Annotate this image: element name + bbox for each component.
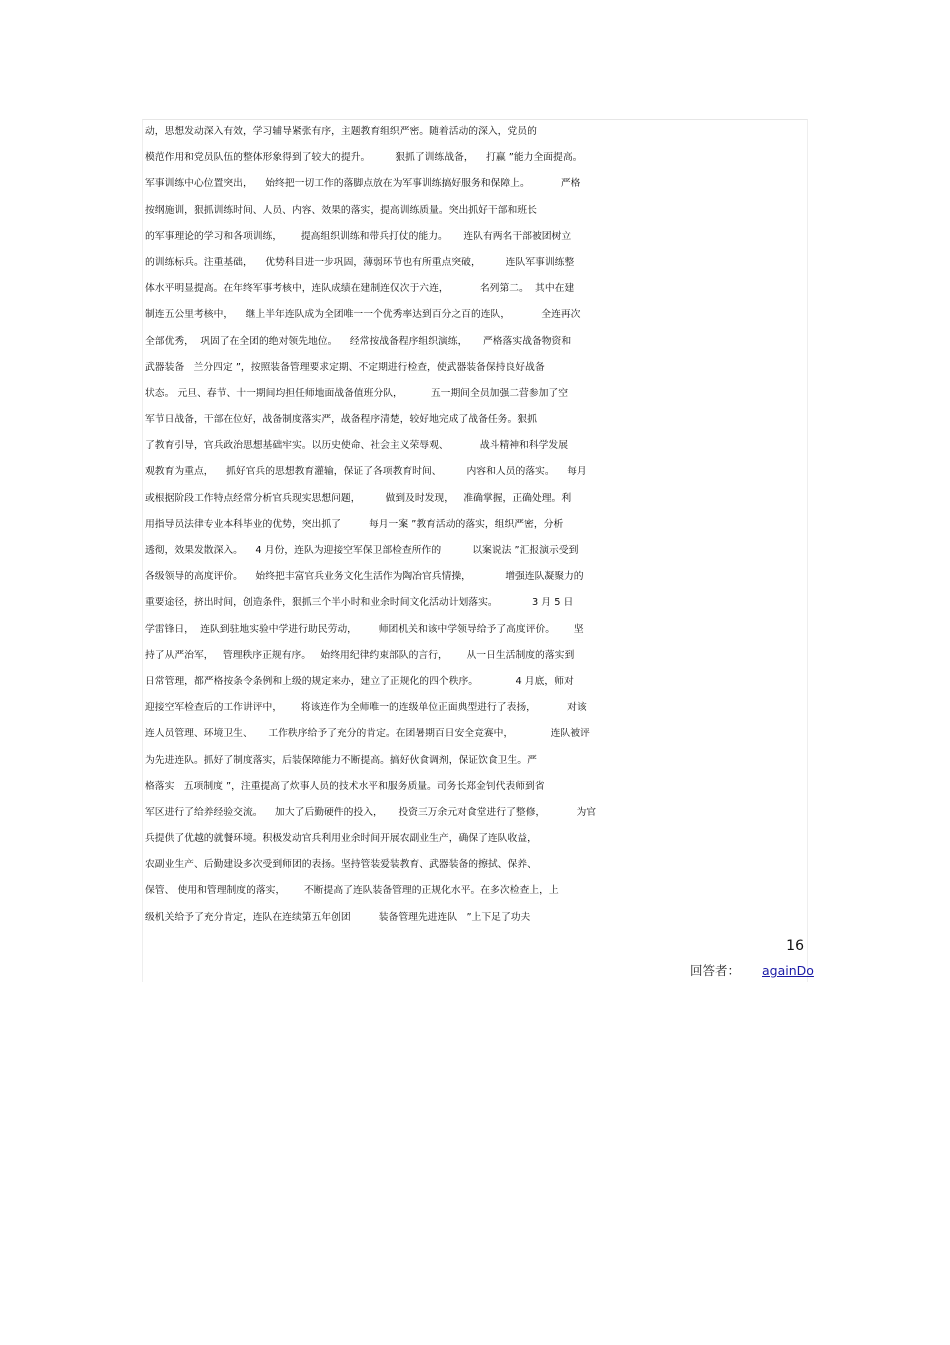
text-line: 用指导员法律专业本科毕业的优势，突出抓了 每月一案 ”教育活动的落实，组织严密，分析: [145, 518, 564, 530]
text-line: 迎接空军检查后的工作讲评中， 将该连作为全师唯一的连级单位正面典型进行了表扬， 对该: [145, 702, 587, 714]
text-line: 全部优秀， 巩固了在全团的绝对领先地位。 经常按战备程序组织演练， 严格落实战备物资和: [145, 335, 572, 347]
text-line: 重要途径，挤出时间，创造条件，狠抓三个半小时和业余时间文化活动计划落实。 3 月 5 日: [145, 597, 574, 609]
text-line: 动，思想发动深入有效，学习辅导紧张有序，主题教育组织严密。随着活动的深入，党员的: [145, 126, 537, 137]
text-line: 日常管理，都严格按条令条例和上级的规定来办，建立了正规化的四个秩序。 4 月底，师对: [145, 675, 574, 687]
text-line: 持了从严治军， 管理秩序正规有序。 始终用纪律约束部队的言行， 从一日生活制度的落实到: [145, 649, 575, 661]
text-line: 的军事理论的学习和各项训练， 提高组织训练和带兵打仗的能力。 连队有两名干部被团树立: [145, 230, 572, 242]
text-line: 武器装备 兰分四定 ”，按照装备管理要求定期、不定期进行检查，使武器装备保持良好战备: [145, 361, 545, 373]
text-line: 军节日战备，干部在位好，战备制度落实严，战备程序清楚，较好地完成了战备任务。狠抓: [145, 414, 537, 426]
text-line: 军事训练中心位置突出， 始终把一切工作的落脚点放在为军事训练搞好服务和保障上。 严格: [145, 178, 581, 190]
text-line: 透彻，效果发散深入。 4 月份，连队为迎接空军保卫部检查所作的 以案说法 ”汇报演示受到: [145, 545, 579, 556]
answerer-link[interactable]: againDo: [762, 963, 814, 978]
text-line: 体水平明显提高。在年终军事考核中，连队成绩在建制连仅次于六连， 名列第二。 其中在建: [145, 283, 575, 295]
text-line: 农副业生产、后勤建设多次受到师团的表扬。坚持管装爱装教育、武器装备的擦拭、保养、: [145, 859, 537, 871]
text-line: 按纲施训，狠抓训练时间、人员、内容、效果的落实，提高训练质量。突出抓好干部和班长: [145, 204, 537, 216]
text-line: 或根据阶段工作特点经常分析官兵现实思想问题， 做到及时发现， 准确掌握，正确处理。利: [145, 492, 572, 504]
text-line: 连人员管理、环境卫生、 工作秩序给予了充分的肯定。在团暑期百日安全竞赛中， 连队被评: [145, 728, 590, 740]
document-body: [145, 119, 810, 931]
text-line: 状态。 元旦、春节、十一期间均担任师地面战备值班分队， 五一期间全员加强二营参加了空: [145, 387, 569, 399]
answerer-label: 回答者：: [690, 963, 741, 978]
text-line: 为先进连队。抓好了制度落实，后装保障能力不断提高。搞好伙食调剂，保证饮食卫生。严: [145, 754, 537, 766]
text-line: 军区进行了给养经验交流。 加大了后勤硬件的投入， 投资三万余元对食堂进行了整修， 为官: [145, 806, 597, 818]
text-line: 观教育为重点， 抓好官兵的思想教育灌输，保证了各项教育时间、 内容和人员的落实。 每月: [145, 466, 587, 478]
text-line: 保管、 使用和管理制度的落实， 不断提高了连队装备管理的正规化水平。在多次检查上，上: [145, 885, 559, 897]
text-line: 制连五公里考核中， 继上半年连队成为全团唯一一个优秀率达到百分之百的连队， 全连再次: [145, 309, 581, 321]
page-number: 16: [786, 938, 804, 954]
text-line: 兵提供了优越的就餐环境。积极发动官兵利用业余时间开展农副业生产，确保了连队收益，: [145, 833, 537, 845]
answerer-line: [690, 961, 814, 979]
text-line: 学雷锋日， 连队到驻地实验中学进行助民劳动， 师团机关和该中学领导给予了高度评价。 坚: [145, 623, 584, 635]
text-line: 级机关给予了充分肯定，连队在连续第五年创团 装备管理先进连队 ”上下足了功夫: [145, 911, 531, 923]
text-line: 模范作用和党员队伍的整体形象得到了较大的提升。 狠抓了训练战备， 打赢 ”能力全面提高。: [145, 152, 583, 164]
text-line: 了教育引导，官兵政治思想基础牢实。以历史使命、社会主义荣辱观、 战斗精神和科学发展: [145, 440, 569, 452]
text-line: 格落实 五项制度 ”，注重提高了炊事人员的技术水平和服务质量。司务长郑金钊代表师到省: [145, 780, 545, 792]
text-line: 的训练标兵。注重基础， 优势科目进一步巩固，薄弱环节也有所重点突破， 连队军事训练整: [145, 256, 575, 268]
text-line: 各级领导的高度评价。 始终把丰富官兵业务文化生活作为陶冶官兵情操， 增强连队凝聚力的: [145, 571, 584, 583]
